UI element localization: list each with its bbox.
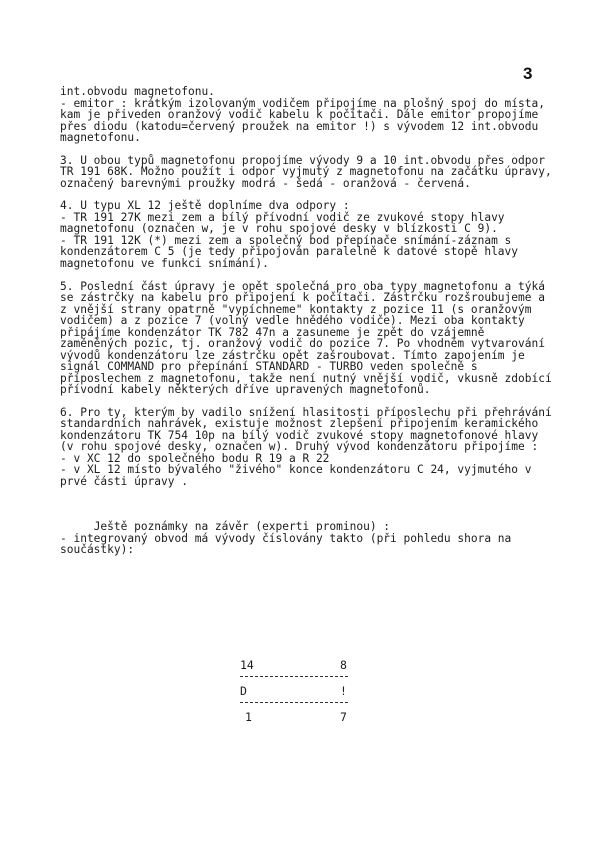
ic-outline-top — [240, 676, 348, 677]
pin-label-1: 1 — [245, 710, 252, 724]
pin-label-7: 7 — [340, 710, 347, 724]
paragraph-step-3: 3. U obou typů magnetofonu propojíme vývody 9 a 10 int.obvodu přes odpor TR 191 68K. Možno použít i odpor vyjmutý z magnetofonu na začátku úpravy, označený barevnými proužky modrá - šedá - oranžová - červená. — [60, 153, 559, 190]
ic-side-mark: ! — [340, 684, 347, 698]
paragraph-emitor: int.obvodu magnetofonu. - emitor : krátkým izolovaným vodičem připojíme na plošný spoj do místa, kam je přiveden oranžový vodič kabelu k počítači. Dále emitor propojíme přes diodu (katodu=červený proužek na emitor !) s vývodem 12 int.obvodu magnetofonu. — [60, 85, 545, 144]
ic-notch-mark: D — [240, 684, 247, 698]
ic-pin-diagram — [240, 658, 360, 728]
page-number: 3 — [523, 64, 533, 83]
document-body — [60, 85, 559, 567]
paragraph-step-4: 4. U typu XL 12 ještě doplníme dva odpory : - TR 191 27K mezi zem a bílý přívodní vodič ze zvukové stopy hlavy magnetofonu (označen w, je v rohu spojové desky v blízkosti C 9). - TR 191 12K (*) mezi zem a společný bod přepínače snímání-záznam s kondenzátorem C 5 (je tedy připojován paralelně k datové stopě hlavy magnetofonu ve funkci snímání). — [60, 199, 519, 270]
pin-label-14: 14 — [240, 658, 254, 672]
pin-label-8: 8 — [340, 658, 347, 672]
closing-notes: Ještě poznámky na závěr (experti prominou) : - integrovaný obvod má vývody číslovány takto (při pohledu shora na součástky): — [60, 520, 512, 557]
paragraph-step-6: 6. Pro ty, kterým by vadilo snížení hlasitosti příposlechu při přehrávání standardních nahrávek, existuje možnost zlepšení připojením keramického kondenzátoru TK 754 10p na bílý vodič zvukové stopy magnetofonové hlavy (v rohu spojové desky, označen w). Druhý vývod kondenzátoru připojíme : - v XC 12 do společného bodu R 19 a R 22 - v XL 12 místo bývalého "živého" konce kondenzátoru C 24, vyjmutého v prvé části úpravy . — [60, 405, 552, 488]
paragraph-step-5: 5. Poslední část úpravy je opět společná pro oba typy magnetofonu a týká se zástrčky na kabelu pro připojení k počítači. Zástrčku rozšroubujeme a z vnější strany opatrně "vypíchneme" kontakty z pozice 11 (s oranžovým vodičem) a z pozice 7 (volný vedle hnědého vodiče). Mezi oba kontakty připájíme kondenzátor TK 782 47n a zasuneme je zpět do vzájemně zaměněných pozic, tj. oranžový vodič do pozice 7. Po vhodném vytvarování vývodů kondenzátoru lze zástrčku opět zašroubovat. Tímto zapojením je signál COMMAND pro přepínání STANDARD - TURBO veden společně s příposlechem z magnetofonu, takže není nutný vnější vodič, vkusně zdobící přívodní kabely některých dříve upravených magnetofonů. — [60, 279, 559, 397]
ic-outline-bottom — [240, 702, 348, 703]
